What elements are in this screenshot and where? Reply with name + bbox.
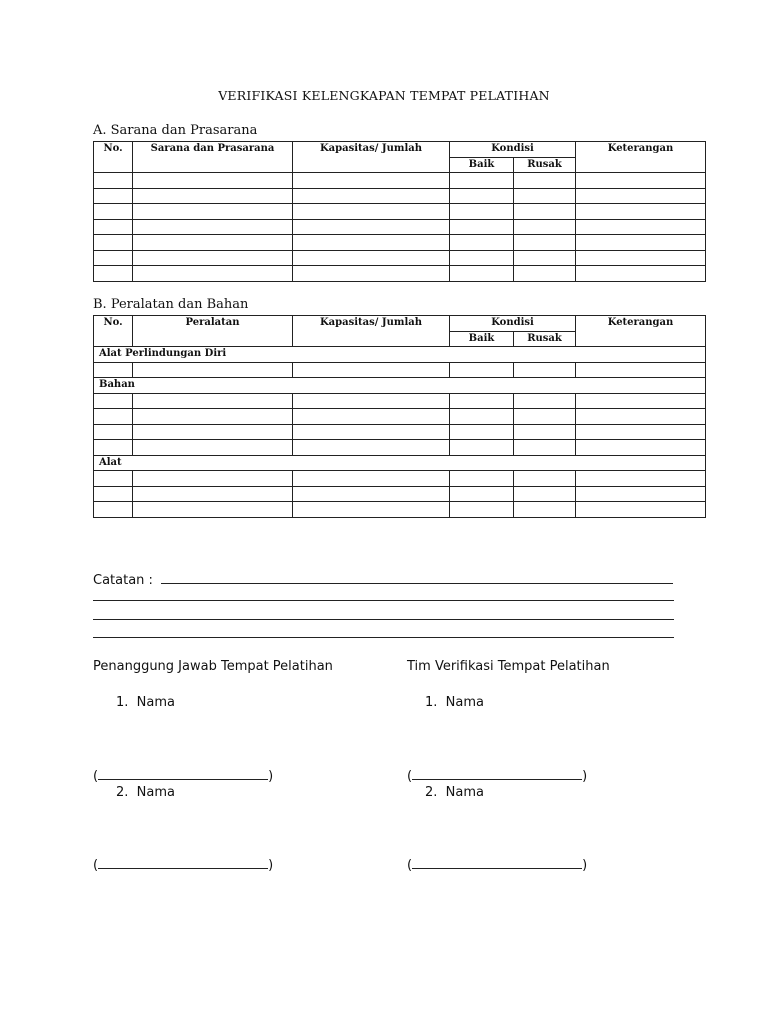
table-cell[interactable] xyxy=(133,266,293,282)
table-cell[interactable] xyxy=(293,424,450,440)
table-cell[interactable] xyxy=(133,471,293,487)
table-cell[interactable] xyxy=(293,486,450,502)
table-cell[interactable] xyxy=(450,486,514,502)
table-cell[interactable] xyxy=(94,362,133,378)
table-cell[interactable] xyxy=(514,471,576,487)
bracket-open: ( xyxy=(93,858,99,873)
table-cell[interactable] xyxy=(450,502,514,518)
table-cell[interactable] xyxy=(576,173,706,189)
table-cell[interactable] xyxy=(576,266,706,282)
signature-line[interactable] xyxy=(407,856,587,873)
table-cell[interactable] xyxy=(133,409,293,425)
table-cell[interactable] xyxy=(94,219,133,235)
table-cell[interactable] xyxy=(94,393,133,409)
signature-name-label: Nama xyxy=(136,695,175,710)
table-cell[interactable] xyxy=(514,362,576,378)
table-cell[interactable] xyxy=(514,409,576,425)
table-cell[interactable] xyxy=(133,204,293,220)
table-cell[interactable] xyxy=(514,502,576,518)
table-cell[interactable] xyxy=(576,424,706,440)
table-row xyxy=(94,440,706,456)
table-row xyxy=(94,250,706,266)
bracket-open: ( xyxy=(407,769,413,784)
table-cell[interactable] xyxy=(450,250,514,266)
sarana-table xyxy=(93,141,706,282)
table-cell[interactable] xyxy=(514,424,576,440)
table-cell[interactable] xyxy=(94,250,133,266)
col-baik-header: Baik xyxy=(450,331,514,347)
col-rusak-header: Rusak xyxy=(514,157,576,173)
table-cell[interactable] xyxy=(293,409,450,425)
table-cell[interactable] xyxy=(293,471,450,487)
signature-name-label: Nama xyxy=(445,695,484,710)
col-item-header: Peralatan xyxy=(133,316,293,347)
signature-number: 2. xyxy=(116,785,129,800)
table-cell[interactable] xyxy=(514,393,576,409)
table-row xyxy=(94,502,706,518)
signature-item xyxy=(425,695,484,710)
table-cell[interactable] xyxy=(293,266,450,282)
table-cell[interactable] xyxy=(450,424,514,440)
table-cell[interactable] xyxy=(576,188,706,204)
col-keterangan-header: Keterangan xyxy=(576,316,706,347)
table-cell[interactable] xyxy=(514,235,576,251)
table-cell[interactable] xyxy=(293,188,450,204)
table-cell[interactable] xyxy=(450,188,514,204)
table-row xyxy=(94,486,706,502)
col-item-header: Sarana dan Prasarana xyxy=(133,142,293,173)
table-cell[interactable] xyxy=(576,502,706,518)
table-cell[interactable] xyxy=(293,362,450,378)
signature-line[interactable] xyxy=(93,767,273,784)
table-cell[interactable] xyxy=(576,204,706,220)
table-cell[interactable] xyxy=(450,235,514,251)
table-cell[interactable] xyxy=(133,235,293,251)
table-row xyxy=(94,409,706,425)
col-no-header: No. xyxy=(94,316,133,347)
signature-item xyxy=(116,695,175,710)
table-row xyxy=(94,173,706,189)
col-kapasitas-header: Kapasitas/ Jumlah xyxy=(293,142,450,173)
catatan-rule[interactable] xyxy=(93,619,674,620)
table-cell[interactable] xyxy=(576,440,706,456)
table-cell[interactable] xyxy=(576,393,706,409)
table-cell[interactable] xyxy=(133,362,293,378)
table-cell[interactable] xyxy=(94,188,133,204)
table-cell[interactable] xyxy=(576,409,706,425)
signature-name-label: Nama xyxy=(136,785,175,800)
table-cell[interactable] xyxy=(133,173,293,189)
table-cell[interactable] xyxy=(450,173,514,189)
table-row xyxy=(94,219,706,235)
table-cell[interactable] xyxy=(293,204,450,220)
bracket-open: ( xyxy=(93,769,99,784)
table-cell[interactable] xyxy=(133,393,293,409)
table-cell[interactable] xyxy=(514,173,576,189)
signature-item xyxy=(425,785,484,800)
group-label: Alat Perlindungan Diri xyxy=(94,347,706,363)
table-row xyxy=(94,393,706,409)
signature-number: 1. xyxy=(425,695,438,710)
table-cell[interactable] xyxy=(450,440,514,456)
table-row xyxy=(94,362,706,378)
table-row xyxy=(94,266,706,282)
table-cell[interactable] xyxy=(133,219,293,235)
table-cell[interactable] xyxy=(514,204,576,220)
table-cell[interactable] xyxy=(450,409,514,425)
table-cell[interactable] xyxy=(94,173,133,189)
table-cell[interactable] xyxy=(94,235,133,251)
table-cell[interactable] xyxy=(293,173,450,189)
section-a-heading: A. Sarana dan Prasarana xyxy=(93,123,258,138)
signature-right xyxy=(407,659,707,889)
bracket-close: ) xyxy=(268,769,274,784)
table-cell[interactable] xyxy=(293,250,450,266)
table-cell[interactable] xyxy=(450,266,514,282)
table-cell[interactable] xyxy=(94,502,133,518)
table-cell[interactable] xyxy=(94,486,133,502)
peralatan-table-body xyxy=(94,347,706,518)
signature-blank xyxy=(412,856,582,869)
catatan-input-line[interactable] xyxy=(161,571,673,584)
table-cell[interactable] xyxy=(514,188,576,204)
table-cell[interactable] xyxy=(133,502,293,518)
col-kapasitas-header: Kapasitas/ Jumlah xyxy=(293,316,450,347)
catatan-rule[interactable] xyxy=(93,637,674,638)
table-cell[interactable] xyxy=(514,486,576,502)
signature-name-label: Nama xyxy=(445,785,484,800)
bracket-close: ) xyxy=(268,858,274,873)
table-cell[interactable] xyxy=(94,471,133,487)
table-cell[interactable] xyxy=(576,486,706,502)
table-cell[interactable] xyxy=(576,235,706,251)
table-cell[interactable] xyxy=(293,235,450,251)
table-row xyxy=(94,235,706,251)
table-cell[interactable] xyxy=(450,393,514,409)
signature-line[interactable] xyxy=(407,767,587,784)
table-cell[interactable] xyxy=(94,266,133,282)
catatan-label: Catatan : xyxy=(93,573,153,588)
table-cell[interactable] xyxy=(576,219,706,235)
table-cell[interactable] xyxy=(94,204,133,220)
col-baik-header: Baik xyxy=(450,157,514,173)
signature-item xyxy=(116,785,175,800)
table-cell[interactable] xyxy=(133,486,293,502)
section-b-heading: B. Peralatan dan Bahan xyxy=(93,297,249,312)
peralatan-table xyxy=(93,315,706,518)
bracket-close: ) xyxy=(582,858,588,873)
table-cell[interactable] xyxy=(450,204,514,220)
table-cell[interactable] xyxy=(133,424,293,440)
signature-blank xyxy=(98,767,268,780)
document-title: VERIFIKASI KELENGKAPAN TEMPAT PELATIHAN xyxy=(218,88,550,103)
group-row xyxy=(94,455,706,471)
group-row xyxy=(94,378,706,394)
col-rusak-header: Rusak xyxy=(514,331,576,347)
signature-number: 1. xyxy=(116,695,129,710)
table-cell[interactable] xyxy=(514,440,576,456)
signature-right-title: Tim Verifikasi Tempat Pelatihan xyxy=(407,659,610,674)
table-cell[interactable] xyxy=(293,440,450,456)
table-cell[interactable] xyxy=(576,362,706,378)
table-cell[interactable] xyxy=(293,393,450,409)
signature-line[interactable] xyxy=(93,856,273,873)
group-label: Bahan xyxy=(94,378,706,394)
sarana-table-body xyxy=(94,173,706,282)
table-cell[interactable] xyxy=(94,440,133,456)
group-label: Alat xyxy=(94,455,706,471)
col-kondisi-header: Kondisi xyxy=(450,142,576,158)
table-row xyxy=(94,471,706,487)
table-cell[interactable] xyxy=(133,440,293,456)
table-cell[interactable] xyxy=(514,219,576,235)
table-cell[interactable] xyxy=(293,219,450,235)
table-cell[interactable] xyxy=(450,471,514,487)
table-row xyxy=(94,188,706,204)
table-cell[interactable] xyxy=(133,188,293,204)
table-row xyxy=(94,424,706,440)
table-cell[interactable] xyxy=(514,250,576,266)
signature-left-title: Penanggung Jawab Tempat Pelatihan xyxy=(93,659,333,674)
bracket-open: ( xyxy=(407,858,413,873)
table-cell[interactable] xyxy=(94,409,133,425)
signature-left xyxy=(93,659,393,889)
signature-blank xyxy=(412,767,582,780)
table-row xyxy=(94,204,706,220)
table-cell[interactable] xyxy=(514,266,576,282)
table-cell[interactable] xyxy=(450,219,514,235)
signature-number: 2. xyxy=(425,785,438,800)
group-row xyxy=(94,347,706,363)
table-cell[interactable] xyxy=(450,362,514,378)
col-no-header: No. xyxy=(94,142,133,173)
table-cell[interactable] xyxy=(576,471,706,487)
table-cell[interactable] xyxy=(293,502,450,518)
table-cell[interactable] xyxy=(133,250,293,266)
table-cell[interactable] xyxy=(576,250,706,266)
table-cell[interactable] xyxy=(94,424,133,440)
col-kondisi-header: Kondisi xyxy=(450,316,576,332)
col-keterangan-header: Keterangan xyxy=(576,142,706,173)
signature-blank xyxy=(98,856,268,869)
bracket-close: ) xyxy=(582,769,588,784)
catatan-rule[interactable] xyxy=(93,600,674,601)
catatan-line xyxy=(93,571,673,589)
